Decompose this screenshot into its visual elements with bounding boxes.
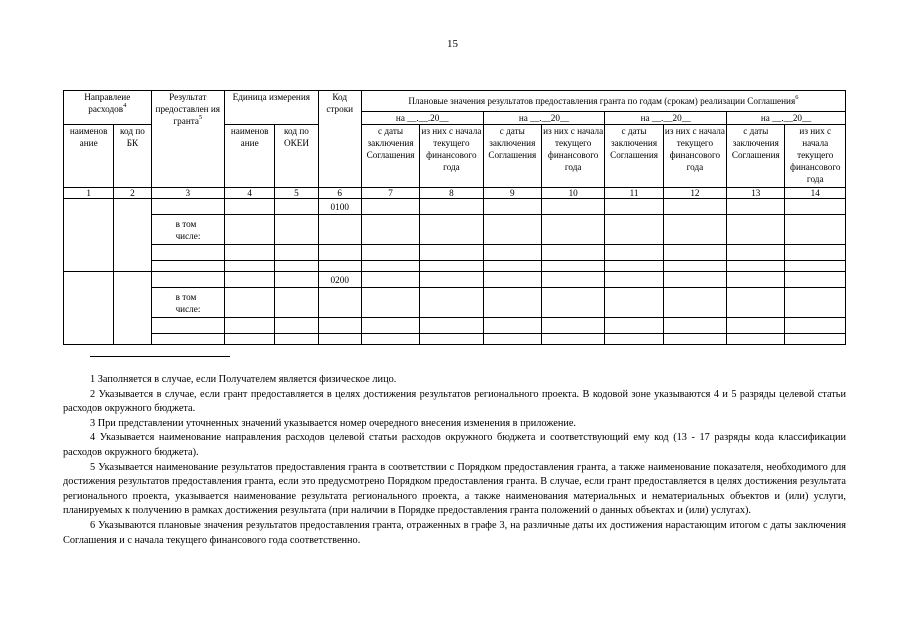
value-cell — [605, 261, 663, 272]
value-cell — [785, 245, 846, 261]
period-1: на __.__.20__ — [361, 112, 483, 125]
header-bk-code: код по БК — [114, 125, 151, 188]
okei-cell — [275, 288, 318, 318]
value-cell — [541, 334, 604, 345]
value-cell — [605, 318, 663, 334]
column-number: 5 — [275, 188, 318, 199]
row-code-cell — [318, 318, 361, 334]
value-cell — [541, 272, 604, 288]
header-from-agreement: с даты заключения Соглашения — [361, 125, 419, 188]
direction-name-cell — [64, 272, 114, 345]
row-code-cell — [318, 288, 361, 318]
value-cell — [663, 199, 726, 215]
row-code-cell: 0200 — [318, 272, 361, 288]
footnote-1: 1 Заполняется в случае, если Получателем является физическое лицо. — [90, 374, 397, 385]
value-cell — [420, 272, 483, 288]
table-row — [64, 245, 846, 261]
column-number: 1 — [64, 188, 114, 199]
value-cell — [483, 272, 541, 288]
unit-name-cell — [225, 272, 275, 288]
value-cell — [361, 261, 419, 272]
footnote-6: 6 Указываются плановые значения результатов предоставления гранта, отраженных в графе 3, на различные даты их достижения нарастающим итогом с даты заключения Соглашения и с начала текущего финансового года соответственно. — [63, 519, 846, 546]
okei-cell — [275, 318, 318, 334]
value-cell — [361, 288, 419, 318]
unit-name-cell — [225, 215, 275, 245]
value-cell — [483, 261, 541, 272]
value-cell — [663, 261, 726, 272]
column-numbers-row — [64, 188, 846, 199]
value-cell — [785, 215, 846, 245]
value-cell — [541, 261, 604, 272]
okei-cell — [275, 199, 318, 215]
value-cell — [420, 215, 483, 245]
value-cell — [605, 288, 663, 318]
okei-cell — [275, 215, 318, 245]
column-number: 2 — [114, 188, 151, 199]
value-cell — [663, 288, 726, 318]
unit-name-cell — [225, 245, 275, 261]
value-cell — [605, 272, 663, 288]
column-number: 12 — [663, 188, 726, 199]
result-cell — [151, 245, 224, 261]
grant-results-table — [63, 90, 846, 345]
row-code-cell — [318, 215, 361, 245]
column-number: 11 — [605, 188, 663, 199]
footnote-2: 2 Указывается в случае, если грант предоставляется в целях достижения результатов регионального проекта. В кодовой зоне указываются 4 и 5 разряды целевой статьи расходов окружного бюджета. — [63, 388, 846, 415]
footnote-5: 5 Указывается наименование результатов предоставления гранта в соответствии с Порядком предоставления гранта, а также наименование показателя, необходимого для достижения результатов предоставления гранта, если это предусмотрено Порядком предоставления гранта. В случае, если грант предоставляется в целях достижения результата регионального проекта, указывается наименование результата регионального проекта, а также наименования материальных и нематериальных объектов и (или) услуги, планируемых к получению в рамках достижения результата (при наличии в Порядке предоставления гранта положений о данных объектах и (или) услугах). — [63, 461, 846, 517]
header-from-year-start: из них с начала текущего финансового года — [541, 125, 604, 188]
value-cell — [483, 318, 541, 334]
value-cell — [785, 318, 846, 334]
okei-cell — [275, 272, 318, 288]
value-cell — [727, 334, 785, 345]
bk-code-cell — [114, 272, 151, 345]
value-cell — [420, 245, 483, 261]
row-code-cell: 0100 — [318, 199, 361, 215]
footnotes — [63, 373, 846, 548]
period-3: на __.__20__ — [605, 112, 727, 125]
result-cell — [151, 261, 224, 272]
bk-code-cell — [114, 199, 151, 272]
value-cell — [663, 334, 726, 345]
result-cell — [151, 199, 224, 215]
period-4: на __.__20__ — [727, 112, 846, 125]
footnote-separator — [90, 356, 230, 357]
header-from-agreement: с даты заключения Соглашения — [727, 125, 785, 188]
column-number: 9 — [483, 188, 541, 199]
column-number: 13 — [727, 188, 785, 199]
value-cell — [605, 215, 663, 245]
header-okei-code: код по ОКЕИ — [275, 125, 318, 188]
period-2: на __.__20__ — [483, 112, 605, 125]
value-cell — [361, 318, 419, 334]
value-cell — [483, 288, 541, 318]
header-result: Результат предоставлен ия гранта$^5$ — [151, 91, 224, 188]
value-cell — [727, 245, 785, 261]
value-cell — [361, 334, 419, 345]
value-cell — [361, 199, 419, 215]
footnote-4: 4 Указывается наименование направления расходов целевой статьи расходов окружного бюджета и соответствующий ему код (13 - 17 разряды кода классификации расходов окружного бюджета). — [63, 432, 846, 458]
value-cell — [785, 334, 846, 345]
column-number: 7 — [361, 188, 419, 199]
value-cell — [785, 288, 846, 318]
header-from-year-start: из них с начала текущего финансового года — [785, 125, 846, 188]
value-cell — [361, 215, 419, 245]
value-cell — [483, 334, 541, 345]
value-cell — [727, 318, 785, 334]
table-row — [64, 288, 846, 318]
value-cell — [605, 199, 663, 215]
value-cell — [605, 334, 663, 345]
including-label: в том числе: — [151, 288, 224, 318]
row-code-cell — [318, 334, 361, 345]
value-cell — [605, 245, 663, 261]
header-row-code: Код строки — [318, 91, 361, 188]
footnote-3: 3 При представлении уточненных значений указывается номер очередного внесения изменения в приложение. — [90, 417, 577, 429]
value-cell — [785, 261, 846, 272]
column-number: 6 — [318, 188, 361, 199]
value-cell — [785, 199, 846, 215]
header-from-agreement: с даты заключения Соглашения — [483, 125, 541, 188]
header-direction-name: наименов ание — [64, 125, 114, 188]
column-number: 14 — [785, 188, 846, 199]
column-number: 10 — [541, 188, 604, 199]
unit-name-cell — [225, 334, 275, 345]
value-cell — [420, 334, 483, 345]
unit-name-cell — [225, 318, 275, 334]
value-cell — [361, 245, 419, 261]
value-cell — [420, 318, 483, 334]
okei-cell — [275, 261, 318, 272]
value-cell — [663, 272, 726, 288]
table-row — [64, 261, 846, 272]
table-row — [64, 318, 846, 334]
header-unit: Единица измерения — [225, 91, 319, 125]
unit-name-cell — [225, 261, 275, 272]
value-cell — [727, 261, 785, 272]
value-cell — [663, 245, 726, 261]
unit-name-cell — [225, 199, 275, 215]
header-from-agreement: с даты заключения Соглашения — [605, 125, 663, 188]
column-number: 3 — [151, 188, 224, 199]
header-unit-name: наименов ание — [225, 125, 275, 188]
okei-cell — [275, 245, 318, 261]
header-planned-values: Плановые значения результатов предоставления гранта по годам (срокам) реализации Соглашения$^6$ — [361, 91, 845, 112]
table-row — [64, 272, 846, 288]
table-row — [64, 334, 846, 345]
page-number: 15 — [447, 38, 458, 50]
header-from-year-start: из них с начала текущего финансового года — [663, 125, 726, 188]
row-code-cell — [318, 261, 361, 272]
value-cell — [483, 199, 541, 215]
result-cell — [151, 318, 224, 334]
result-cell — [151, 334, 224, 345]
value-cell — [663, 318, 726, 334]
value-cell — [420, 261, 483, 272]
row-code-cell — [318, 245, 361, 261]
unit-name-cell — [225, 288, 275, 318]
value-cell — [727, 272, 785, 288]
direction-name-cell — [64, 199, 114, 272]
okei-cell — [275, 334, 318, 345]
column-number: 4 — [225, 188, 275, 199]
including-label: в том числе: — [151, 215, 224, 245]
value-cell — [541, 288, 604, 318]
value-cell — [420, 288, 483, 318]
result-cell — [151, 272, 224, 288]
value-cell — [361, 272, 419, 288]
header-from-year-start: из них с начала текущего финансового года — [420, 125, 483, 188]
value-cell — [483, 215, 541, 245]
value-cell — [483, 245, 541, 261]
value-cell — [541, 318, 604, 334]
value-cell — [541, 199, 604, 215]
value-cell — [541, 245, 604, 261]
value-cell — [420, 199, 483, 215]
value-cell — [727, 215, 785, 245]
value-cell — [727, 288, 785, 318]
table-row — [64, 199, 846, 215]
value-cell — [663, 215, 726, 245]
table-row — [64, 215, 846, 245]
column-number: 8 — [420, 188, 483, 199]
value-cell — [727, 199, 785, 215]
value-cell — [785, 272, 846, 288]
value-cell — [541, 215, 604, 245]
header-direction: Направлеие расходов$^4$ — [64, 91, 152, 125]
